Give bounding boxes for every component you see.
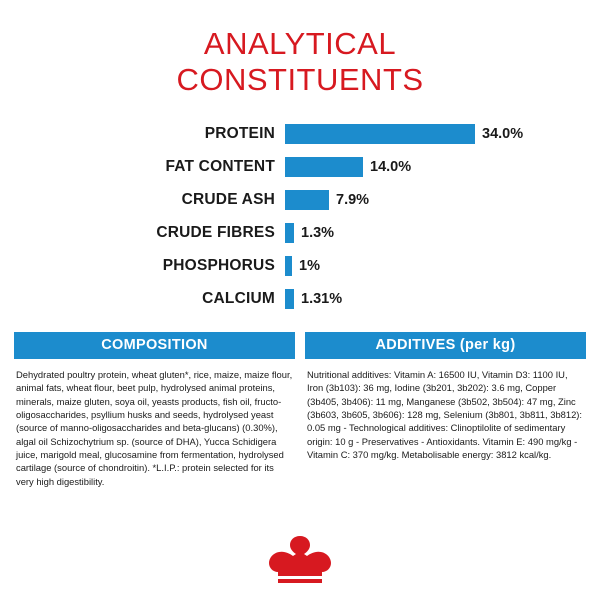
chart-label-fat-content: FAT CONTENT [165,158,275,176]
chart-row-crude-fibres [0,219,584,248]
chart-row-phosphorus [0,252,584,281]
chart-row-protein [0,120,584,149]
chart-label-phosphorus: PHOSPHORUS [162,257,275,275]
chart-bar-wrap-protein [285,124,584,144]
chart-row-fat-content [0,153,584,182]
page-title-line-1: ANALYTICAL [203,26,397,61]
composition-panel [14,332,295,488]
chart-bar-wrap-fat-content [285,157,584,177]
chart-value-protein: 34.0% [482,126,524,143]
chart-label-crude-fibres: CRUDE FIBRES [156,224,275,242]
info-panels [0,318,600,488]
page-title [0,0,600,98]
chart-bar-fat-content [285,157,363,177]
chart-bar-wrap-crude-fibres [285,223,584,243]
chart-label-crude-ash: CRUDE ASH [181,191,275,209]
additives-heading: ADDITIVES (per kg) [305,332,586,359]
additives-panel [305,332,586,488]
chart-bar-wrap-calcium [285,289,584,309]
chart-value-phosphorus: 1% [299,258,320,275]
chart-label-calcium: CALCIUM [202,290,275,308]
analytical-constituents-chart [0,120,600,314]
page-title-line-2: CONSTITUENTS [176,61,424,97]
chart-bar-protein [285,124,475,144]
chart-row-crude-ash [0,186,584,215]
chart-bar-wrap-phosphorus [285,256,584,276]
chart-bar-calcium [285,289,294,309]
chart-value-fat-content: 14.0% [370,159,412,176]
chart-bar-crude-fibres [285,223,294,243]
chart-bar-wrap-crude-ash [285,190,584,210]
chart-label-protein: PROTEIN [204,125,275,143]
crown-icon [263,530,337,590]
composition-text: Dehydrated poultry protein, wheat gluten*, rice, maize, maize flour, animal fats, wheat flour, beet pulp, hydrolysed animal proteins, minerals, maize gluten, soya oil, yeasts products, fish oil, fructo-oligosaccharides, psyllium husks and seeds, hydrolysed yeast (source of manno-oligosaccharides and beta-glucans) (0.30%), algal oil Schizochytrium sp. (source of DHA), Yucca Schidigera juice, marigold meal, glucosamine from fermentation, hydrolysed cartilage (source of chondroitin). *L.I.P.: protein selected for its very high digestibility. [16,368,293,487]
additives-text: Nutritional additives: Vitamin A: 16500 IU, Vitamin D3: 1100 IU, Iron (3b103): 36 mg, Iodine (3b201, 3b202): 3.6 mg, Copper (3b405, 3b406): 11 mg, Manganese (3b502, 3b504): 47 mg, Zinc (3b603, 3b605, 3b606): 128 mg, Selenium (3b801, 3b811, 3b812): 0.05 mg - Technological additives: Clinoptilolite of sedimentary origin: 10 g - Preservatives - Antioxidants. Vitamin E: 490 mg/kg - Vitamin C: 370 mg/kg. Metabolisable energy: 3812 kcal/kg. [307,368,583,460]
chart-bar-phosphorus [285,256,292,276]
chart-bar-crude-ash [285,190,329,210]
chart-row-calcium [0,285,584,314]
chart-value-crude-ash: 7.9% [336,192,370,209]
composition-heading: COMPOSITION [14,332,295,359]
chart-value-calcium: 1.31% [301,291,343,308]
brand-logo [0,526,600,590]
chart-value-crude-fibres: 1.3% [301,225,335,242]
